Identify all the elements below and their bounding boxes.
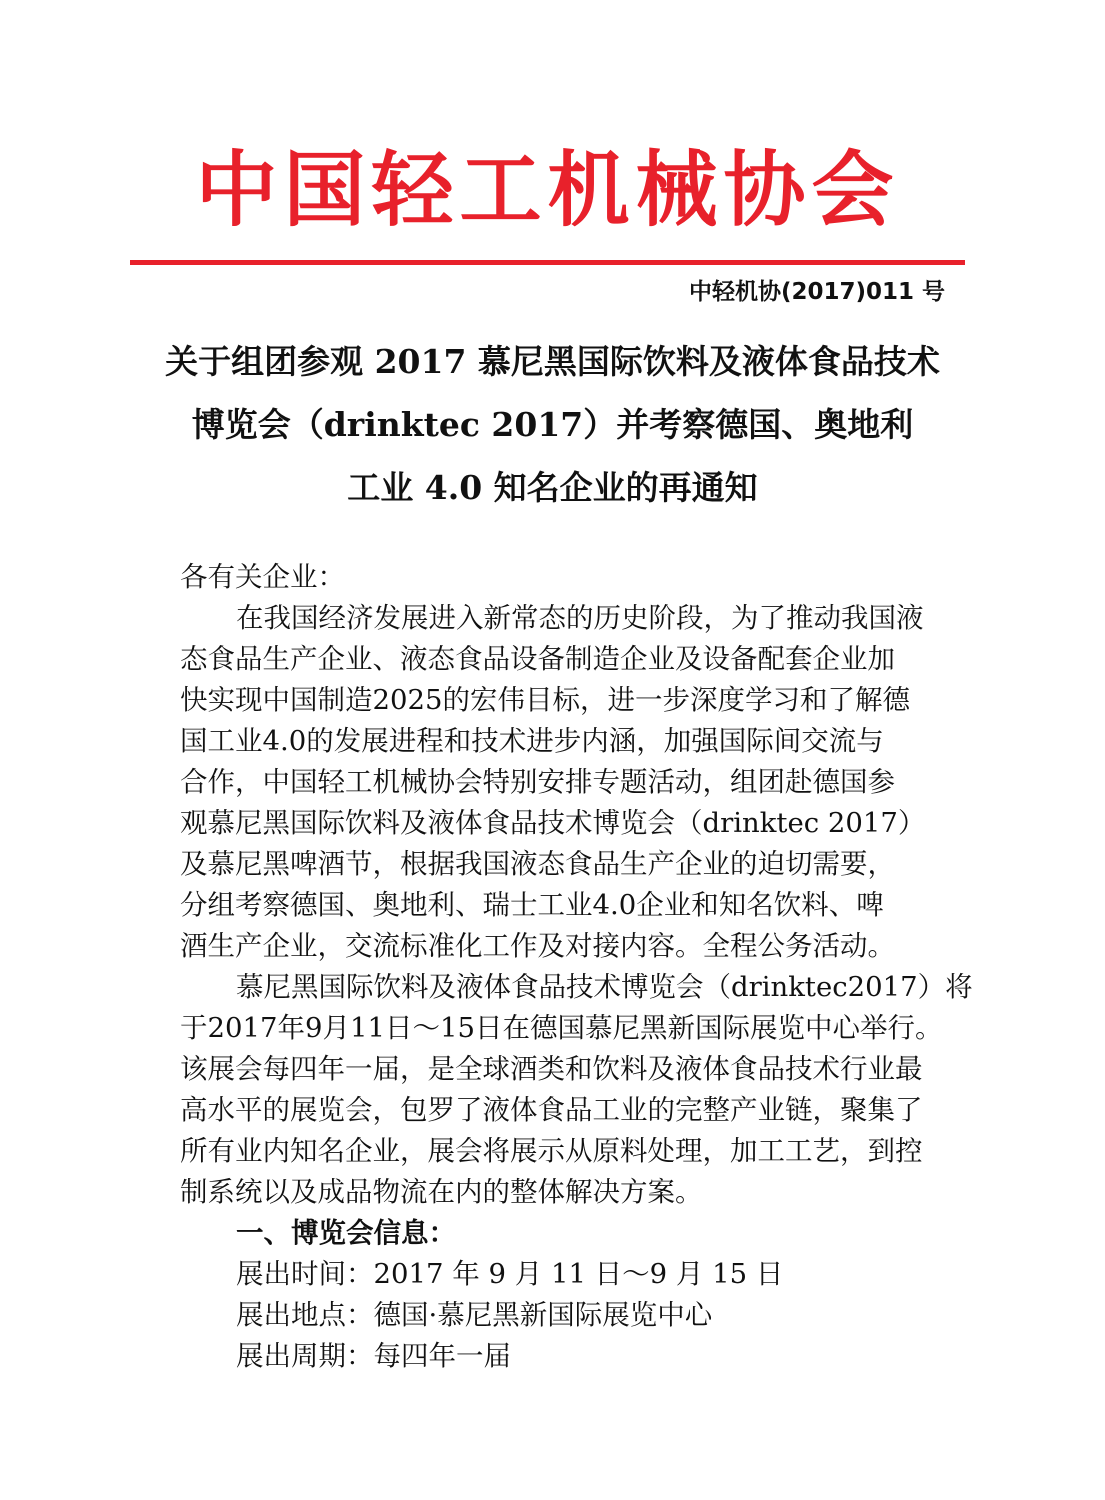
letterhead-red-rule: [130, 260, 965, 265]
paragraph-line: 于2017年9月11日～15日在德国慕尼黑新国际展览中心举行。: [180, 1012, 943, 1044]
paragraph-line: 快实现中国制造2025的宏伟目标，进一步深度学习和了解德: [180, 684, 910, 716]
paragraph-line: 及慕尼黑啤酒节，根据我国液态食品生产企业的迫切需要，: [180, 848, 895, 880]
paragraph-line: 酒生产企业，交流标准化工作及对接内容。全程公务活动。: [180, 930, 895, 962]
paragraph-line: 观慕尼黑国际饮料及液体食品技术博览会（drinktec 2017）: [180, 807, 926, 839]
title-line: 博览会（drinktec 2017）并考察德国、奥地利: [191, 405, 914, 444]
document-number: 中轻机协(2017)011 号: [688, 279, 945, 305]
paragraph-line: 合作，中国轻工机械协会特别安排专题活动，组团赴德国参: [180, 766, 895, 798]
paragraph-line: 该展会每四年一届，是全球酒类和饮料及液体食品技术行业最: [180, 1053, 923, 1085]
paragraph-line: 分组考察德国、奥地利、瑞士工业4.0企业和知名饮料、啤: [180, 889, 884, 921]
section-heading: 一、博览会信息：: [236, 1217, 456, 1249]
salutation: 各有关企业：: [180, 561, 345, 593]
paragraph-line: 慕尼黑国际饮料及液体食品技术博览会（drinktec2017）将: [236, 971, 973, 1003]
paragraph-line: 制系统以及成品物流在内的整体解决方案。: [180, 1176, 703, 1208]
document-body: [180, 557, 973, 1377]
title-line: 关于组团参观 2017 慕尼黑国际饮料及液体食品技术: [165, 342, 940, 381]
organization-letterhead: 中国轻工机械协会: [195, 142, 900, 238]
exhibition-info-item: 展出周期：每四年一届: [236, 1340, 511, 1372]
paragraph-line: 在我国经济发展进入新常态的历史阶段，为了推动我国液: [236, 602, 924, 634]
paragraph-line: 国工业4.0的发展进程和技术进步内涵，加强国际间交流与: [180, 725, 884, 757]
exhibition-info-item: 展出时间：2017 年 9 月 11 日～9 月 15 日: [236, 1258, 784, 1290]
paragraph-line: 所有业内知名企业，展会将展示从原料处理，加工工艺，到控: [180, 1135, 923, 1167]
title-line: 工业 4.0 知名企业的再通知: [347, 468, 758, 507]
document-title: [130, 330, 975, 519]
paragraph-line: 高水平的展览会，包罗了液体食品工业的完整产业链，聚集了: [180, 1094, 923, 1126]
exhibition-info-item: 展出地点：德国·慕尼黑新国际展览中心: [236, 1299, 713, 1331]
paragraph-line: 态食品生产企业、液态食品设备制造企业及设备配套企业加: [180, 643, 895, 675]
